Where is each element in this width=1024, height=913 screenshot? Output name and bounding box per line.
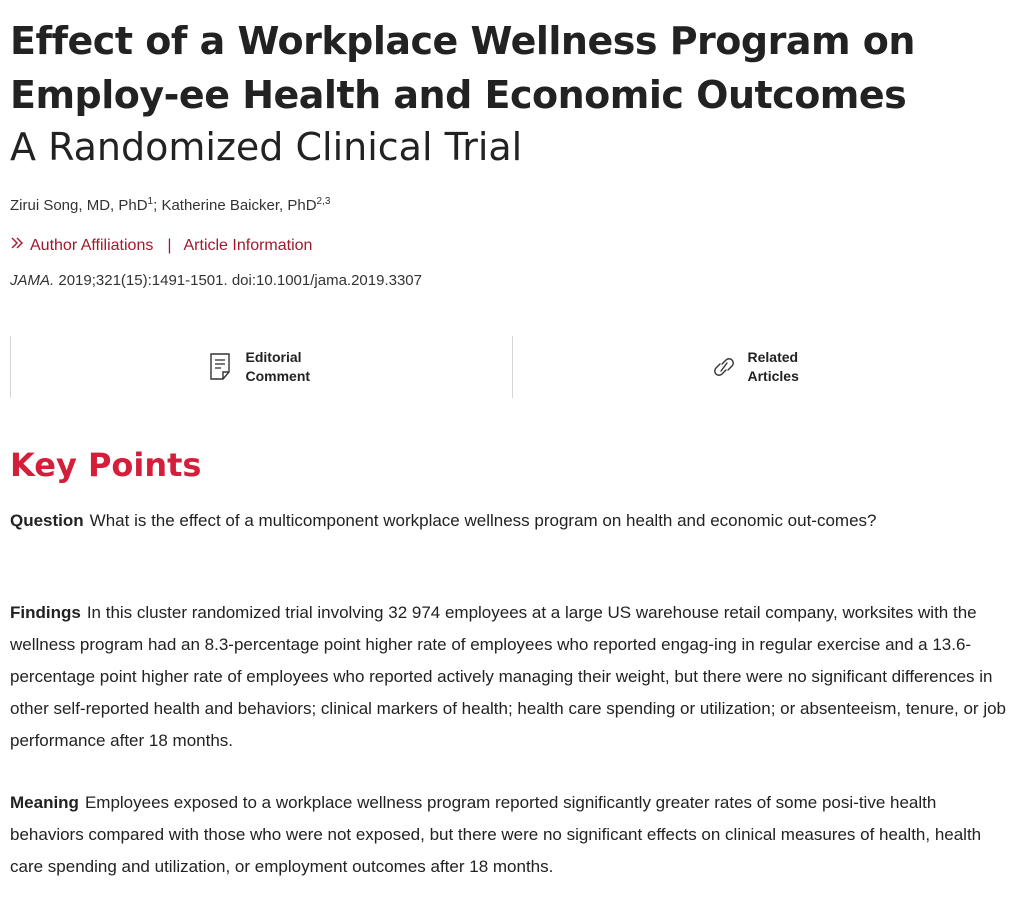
key-points-heading: Key Points bbox=[10, 446, 202, 484]
key-point-meaning bbox=[10, 787, 1014, 883]
article-title: Effect of a Workplace Wellness Program on Employ-ee Health and Economic Outcomes bbox=[10, 19, 915, 117]
author-affiliations-link[interactable]: Author Affiliations bbox=[30, 236, 154, 254]
key-point-question bbox=[10, 505, 1014, 537]
link-icon bbox=[710, 352, 736, 382]
article-information-link[interactable]: Article Information bbox=[183, 236, 313, 254]
question-text: What is the effect of a multicomponent workplace wellness program on health and economic out-comes? bbox=[89, 511, 877, 530]
findings-label: Findings bbox=[10, 603, 81, 622]
editorial-comment-button[interactable] bbox=[10, 336, 512, 398]
related-articles-button[interactable] bbox=[512, 336, 1014, 398]
meaning-label: Meaning bbox=[10, 793, 79, 812]
author-link-song[interactable]: Zirui Song, MD, PhD$^1$ bbox=[10, 196, 154, 214]
key-point-findings bbox=[10, 597, 1014, 757]
double-chevron-right-icon bbox=[10, 236, 24, 255]
citation-details: 2019;321(15):1491-1501. doi:10.1001/jama.2019.3307 bbox=[54, 272, 422, 289]
article-tools bbox=[10, 336, 1014, 398]
document-icon bbox=[208, 352, 234, 382]
findings-text: In this cluster randomized trial involving 32 974 employees at a large US warehouse retail company, worksites with the wellness program had an 8.3-percentage point higher rate of employees who reported engag-ing in regular exercise and a 13.6-percentage point higher rate of employees who reported actively managing their weight, but there were no significant differences in other self-reported health and behaviors; clinical markers of health; health care spending or utilization; or absenteeism, tenure, or job performance after 18 months. bbox=[10, 603, 1007, 750]
author-list: Zirui Song, MD, PhD$^1$; Katherine Baicker, PhD$^{2,3}$ bbox=[10, 196, 331, 214]
article-subtitle: A Randomized Clinical Trial bbox=[10, 125, 523, 169]
journal-name: JAMA. bbox=[10, 272, 55, 289]
meaning-text: Employees exposed to a workplace wellness program reported significantly greater rates of some posi-tive health behaviors compared with those who were not exposed, but there were no significant effects on clinical measures of health, health care spending and utilization, or employment outcomes after 18 months. bbox=[10, 793, 982, 876]
editorial-comment-label: Editorial Comment bbox=[245, 349, 311, 384]
citation bbox=[10, 272, 422, 289]
author-link-baicker[interactable]: Katherine Baicker, PhD$^{2,3}$ bbox=[161, 196, 331, 214]
article-links-row bbox=[10, 236, 312, 255]
question-label: Question bbox=[10, 511, 84, 530]
link-divider: | bbox=[167, 236, 172, 254]
related-articles-label: Related Articles bbox=[747, 349, 799, 384]
